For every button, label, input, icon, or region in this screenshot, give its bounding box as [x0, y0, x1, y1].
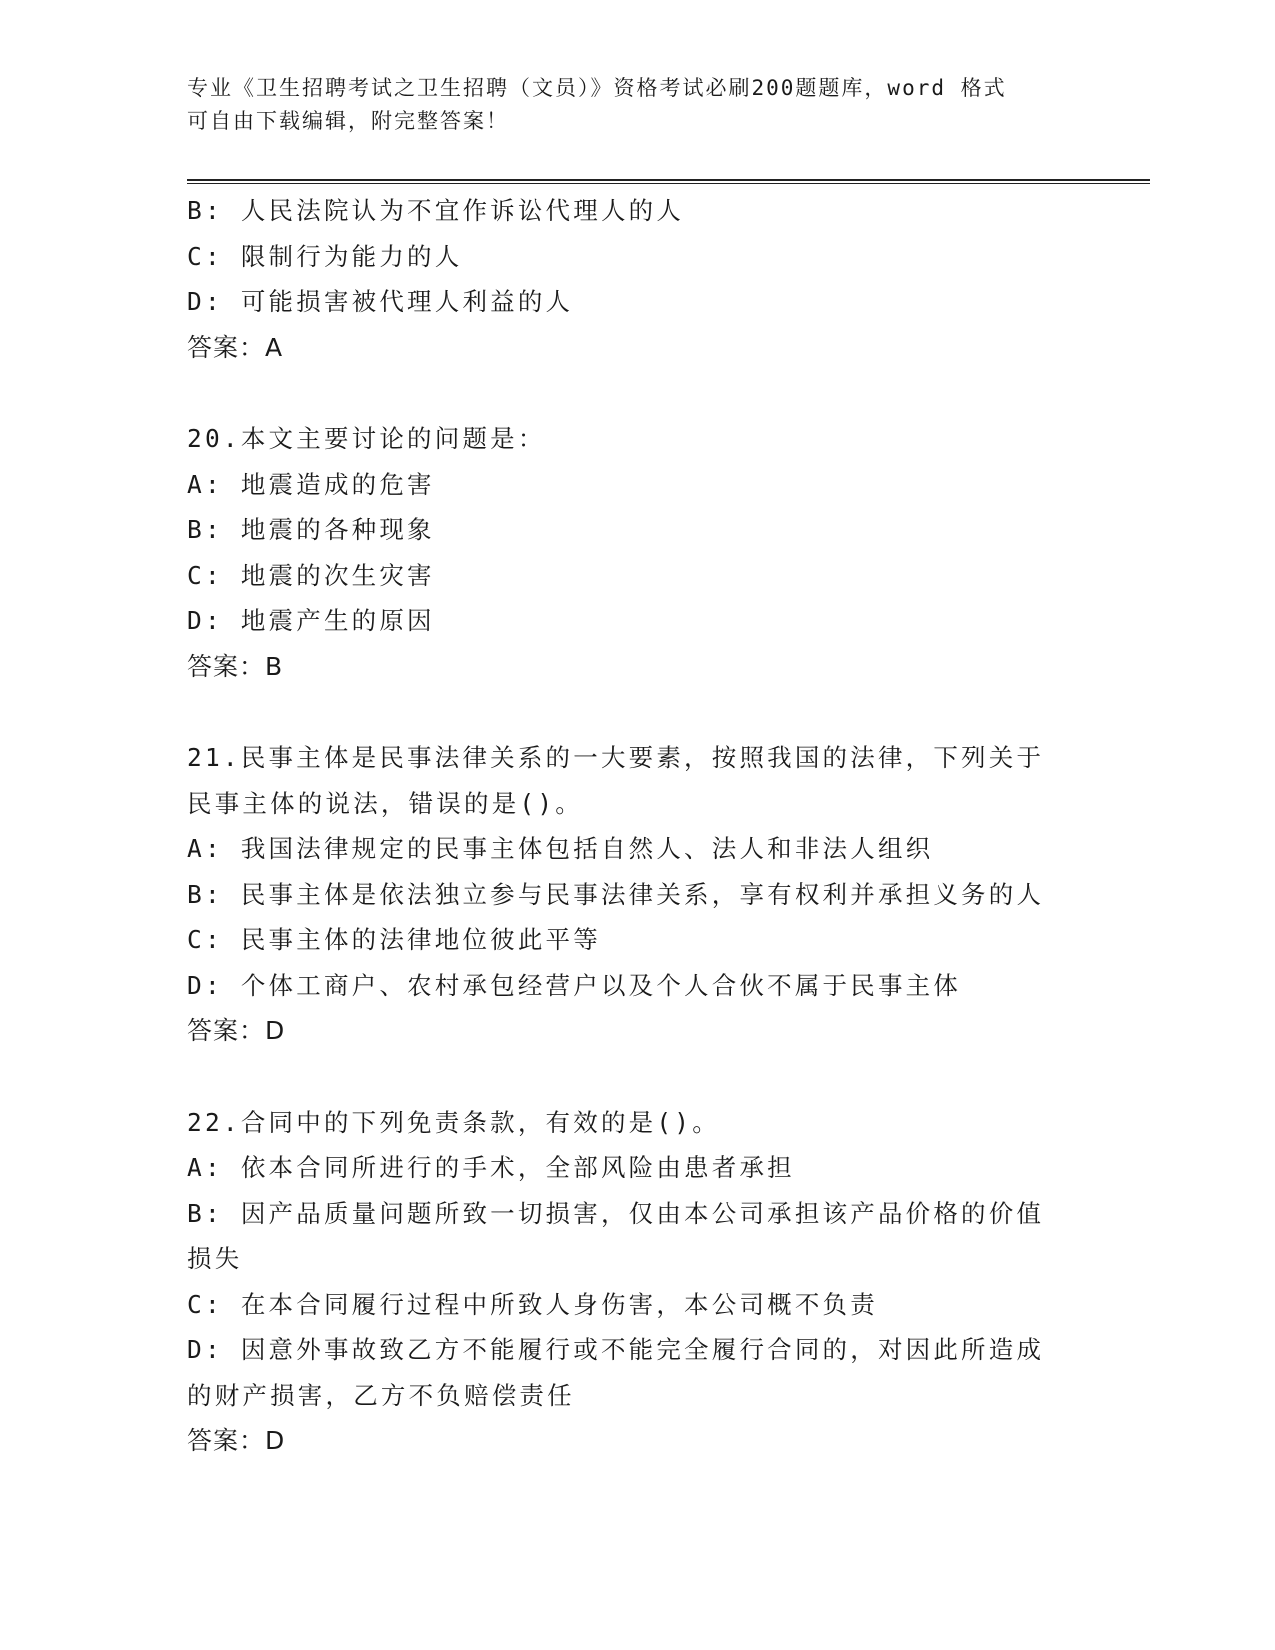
option-b: B: 地震的各种现象: [187, 515, 435, 544]
question-21: [187, 735, 1077, 1054]
question-stem: 22.合同中的下列免责条款，有效的是()。: [187, 1107, 720, 1137]
header-divider: [187, 179, 1150, 184]
option-c: C: 在本合同履行过程中所致人身伤害，本公司概不负责: [187, 1289, 878, 1319]
question-22: [187, 1100, 1077, 1464]
option-d: D: 个体工商户、农村承包经营户以及个人合伙不属于民事主体: [187, 970, 962, 1000]
question-stem-line-2: 民事主体的说法，错误的是()。: [187, 788, 583, 818]
option-b: B: 人民法院认为不宜作诉讼代理人的人: [187, 196, 685, 225]
option-c: C: 限制行为能力的人: [187, 241, 463, 271]
spacer: [187, 370, 1077, 416]
header-title-line-2: 可自由下载编辑，附完整答案！: [187, 109, 509, 133]
option-a: A: 我国法律规定的民事主体包括自然人、法人和非法人组织: [187, 834, 934, 863]
answer-label: 答案：B: [187, 651, 284, 681]
question-19-tail: [187, 188, 1077, 370]
option-a: A: 依本合同所进行的手术，全部风险由患者承担: [187, 1153, 795, 1182]
option-d: D: 可能损害被代理人利益的人: [187, 287, 574, 316]
answer-label: 答案：D: [187, 1426, 286, 1455]
option-b-line-2: 损失: [187, 1244, 243, 1273]
option-c: C: 地震的次生灾害: [187, 560, 435, 590]
answer-label: 答案：A: [187, 332, 284, 362]
header-title-line-1: 专业《卫生招聘考试之卫生招聘（文员）》资格考试必刷200题题库，word 格式: [187, 76, 1007, 100]
question-list: [187, 188, 1077, 1464]
option-b-line-1: B: 因产品质量问题所致一切损害，仅由本公司承担该产品价格的价值: [187, 1198, 1045, 1228]
answer-label: 答案：D: [187, 1016, 286, 1045]
spacer: [187, 689, 1077, 735]
option-d: D: 地震产生的原因: [187, 606, 435, 635]
option-c: C: 民事主体的法律地位彼此平等: [187, 925, 601, 954]
document-header: [187, 72, 1087, 138]
question-20: [187, 416, 1077, 689]
spacer: [187, 1054, 1077, 1100]
option-b: B: 民事主体是依法独立参与民事法律关系，享有权利并承担义务的人: [187, 879, 1045, 909]
option-a: A: 地震造成的危害: [187, 469, 435, 499]
option-d-line-2: 的财产损害，乙方不负赔偿责任: [187, 1380, 575, 1410]
question-stem-line-1: 21.民事主体是民事法律关系的一大要素，按照我国的法律，下列关于: [187, 743, 1045, 772]
option-d-line-1: D: 因意外事故致乙方不能履行或不能完全履行合同的，对因此所造成: [187, 1335, 1045, 1364]
question-stem: 20.本文主要讨论的问题是：: [187, 424, 546, 453]
